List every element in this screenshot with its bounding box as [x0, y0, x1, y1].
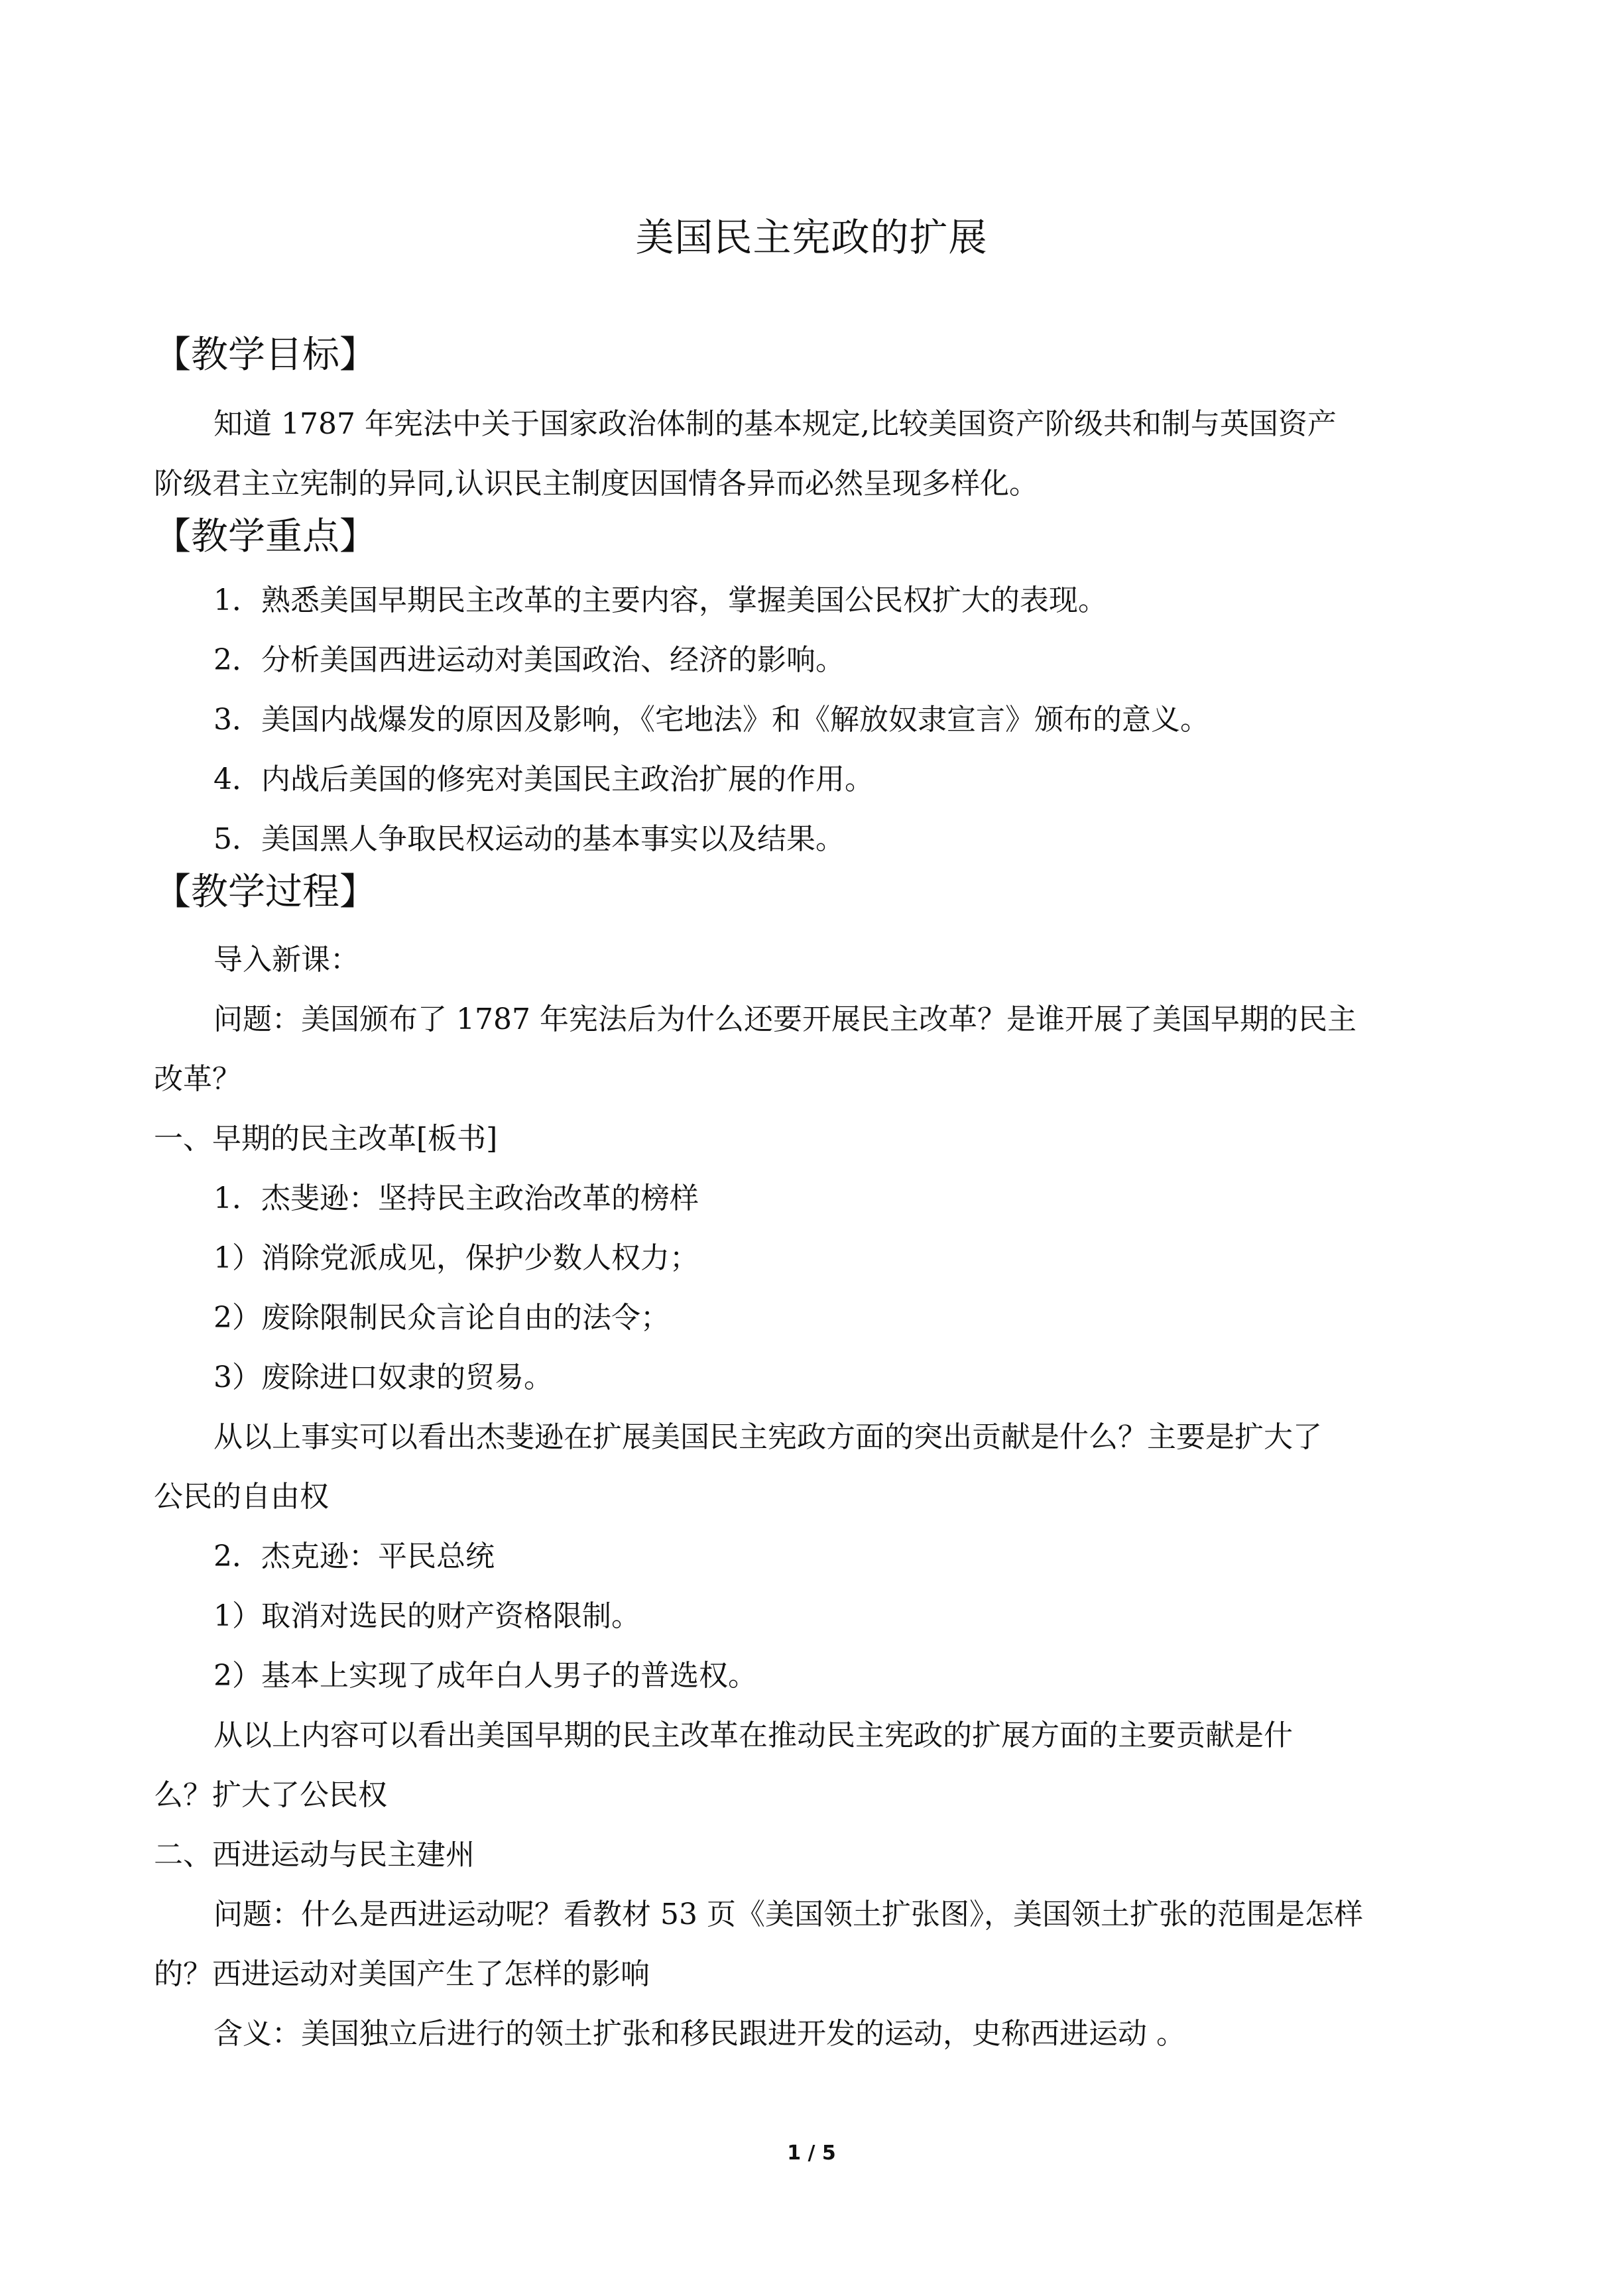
question-2-line-2: 的？西进运动对美国产生了怎样的影响 [154, 1957, 650, 1991]
jefferson-summary-line-1: 从以上事实可以看出杰斐逊在扩展美国民主宪政方面的突出贡献是什么？主要是扩大了 [213, 1420, 1322, 1454]
heading-process: 【教学过程】 [154, 871, 377, 914]
west-movement-definition: 含义：美国独立后进行的领土扩张和移民跟进开发的运动，史称西进运动 。 [213, 2017, 1185, 2051]
heading-key-points: 【教学重点】 [154, 515, 377, 558]
key-point-2: 2．分析美国西进运动对美国政治、经济的影响。 [213, 643, 845, 677]
objectives-line-2: 阶级君主立宪制的异同,认识民主制度因国情各异而必然呈现多样化。 [154, 467, 1038, 501]
question-1-line-2: 改革？ [154, 1062, 241, 1096]
objectives-line-1: 知道 1787 年宪法中关于国家政治体制的基本规定,比较美国资产阶级共和制与英国资产 [213, 407, 1337, 441]
question-1-line-1: 问题：美国颁布了 1787 年宪法后为什么还要开展民主改革？是谁开展了美国早期的民主 [213, 1002, 1356, 1036]
jefferson-item-2: 2）废除限制民众言论自由的法令； [213, 1301, 670, 1335]
intro-label: 导入新课： [213, 943, 359, 977]
key-point-5: 5．美国黑人争取民权运动的基本事实以及结果。 [213, 822, 845, 856]
jackson-summary-line-1: 从以上内容可以看出美国早期的民主改革在推动民主宪政的扩展方面的主要贡献是什 [213, 1719, 1293, 1752]
jackson-item-2: 2）基本上实现了成年白人男子的普选权。 [213, 1659, 757, 1693]
question-2-line-1: 问题：什么是西进运动呢？看教材 53 页《美国领土扩张图》，美国领土扩张的范围是怎样 [213, 1898, 1363, 1931]
heading-objectives: 【教学目标】 [154, 333, 377, 377]
document-title: 美国民主宪政的扩展 [635, 215, 988, 260]
jefferson-summary-line-2: 公民的自由权 [154, 1480, 329, 1514]
jackson-title: 2．杰克逊：平民总统 [213, 1540, 495, 1573]
section-1-title: 一、早期的民主改革[板书] [154, 1122, 498, 1156]
page-number: 1 / 5 [787, 2142, 836, 2165]
jackson-summary-line-2: 么？扩大了公民权 [154, 1778, 387, 1812]
key-point-1: 1．熟悉美国早期民主改革的主要内容，掌握美国公民权扩大的表现。 [213, 583, 1107, 617]
key-point-3: 3．美国内战爆发的原因及影响，《宅地法》和《解放奴隶宣言》颁布的意义。 [213, 703, 1209, 737]
jefferson-item-3: 3）废除进口奴隶的贸易。 [213, 1360, 553, 1394]
jackson-item-1: 1）取消对选民的财产资格限制。 [213, 1599, 640, 1633]
jefferson-title: 1．杰斐逊：坚持民主政治改革的榜样 [213, 1181, 699, 1215]
section-2-title: 二、西进运动与民主建州 [154, 1838, 475, 1872]
key-point-4: 4．内战后美国的修宪对美国民主政治扩展的作用。 [213, 762, 874, 796]
jefferson-item-1: 1）消除党派成见，保护少数人权力； [213, 1241, 699, 1275]
